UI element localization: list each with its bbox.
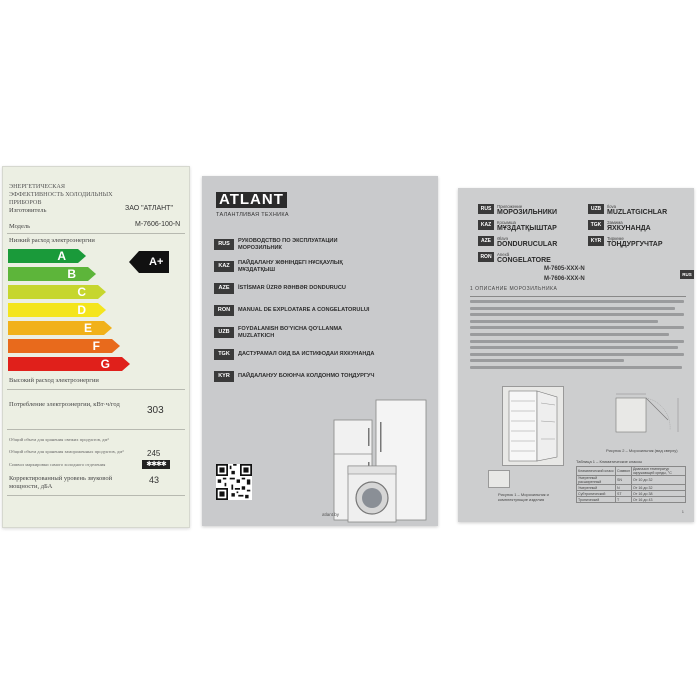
volume-frozen-value: 245 — [147, 449, 161, 458]
table-cell: N — [616, 485, 632, 491]
table-row — [577, 497, 686, 503]
model-number: M-7605-XXX-N — [544, 266, 585, 272]
table-row — [577, 476, 686, 485]
manufacturer-value: ЗАО "АТЛАНТ" — [125, 205, 173, 212]
class-bar-a: A — [8, 249, 78, 263]
cover-language-row — [214, 238, 378, 251]
star-symbol-note: Символ маркировки самого холодного отделения — [9, 462, 106, 467]
language-code: TGK — [588, 220, 604, 230]
model-value: М-7606-100-N — [135, 221, 181, 228]
language-code: RUS — [214, 239, 234, 250]
language-big-text: CONGELATORE — [497, 257, 551, 264]
language-code: KAZ — [478, 220, 494, 230]
table-cell: Умеренный расширенный — [577, 476, 616, 485]
table-cell: ST — [616, 491, 632, 497]
class-bar-e: E — [8, 321, 104, 335]
figure-accessory — [488, 470, 510, 488]
manual-page — [458, 188, 694, 522]
language-big-text: ЯХКУНАНДА — [607, 225, 651, 232]
language-code: KAZ — [214, 261, 234, 272]
noise-label: Корректированный уровень звуковой мощности, дБА — [9, 475, 113, 490]
table-cell: Умеренный — [577, 485, 616, 491]
language-code: RUS — [478, 204, 494, 214]
page-language-row — [588, 236, 663, 246]
table-cell: От 16 до 32 — [631, 485, 685, 491]
low-consumption-text: Низкий расход электроэнергии — [9, 237, 95, 244]
language-small-text: Ilova — [607, 204, 617, 209]
class-bar-c: C — [8, 285, 98, 299]
consumption-value: 303 — [147, 405, 164, 416]
table-cell: От 10 до 32 — [631, 476, 685, 485]
cover-language-row — [214, 326, 378, 339]
language-small-text: Қосымша — [497, 220, 516, 225]
table-cell: SN — [616, 476, 632, 485]
figure-caption: Рисунок 1 – Морозильник и комплектующие изделия — [498, 492, 549, 502]
energy-rating-badge: A+ — [139, 251, 169, 273]
language-code: AZE — [214, 283, 234, 294]
language-small-text: Приложение — [497, 204, 523, 209]
section-title: 1 ОПИСАНИЕ МОРОЗИЛЬНИКА — [470, 286, 558, 292]
cover-language-row — [214, 260, 378, 273]
language-title: İSTİSMAR ÜZRƏ RƏHBƏR DONDURUCU — [238, 285, 346, 292]
table-cell: Климатический класс — [577, 467, 616, 476]
energy-label-header: ЭНЕРГЕТИЧЕСКАЯ ЭФФЕКТИВНОСТЬ ХОЛОДИЛЬНЫХ ПРИБОРОВ — [9, 183, 113, 206]
language-code: UZB — [588, 204, 604, 214]
language-big-text: МҰЗДАТҚЫШТАР — [497, 225, 557, 232]
divider — [7, 389, 185, 390]
language-small-text: Anexă — [497, 252, 510, 257]
star-rating-icon: ✱✱✱✱ — [142, 460, 170, 469]
language-title: FOYDALANISH BO'YICHA QO'LLANMA MUZLATKICH — [238, 326, 342, 339]
language-code: RON — [478, 252, 494, 262]
table-cell: Символ — [616, 467, 632, 476]
page-language-row — [478, 220, 557, 230]
table-cell: От 16 до 38 — [631, 491, 685, 497]
language-code: UZB — [214, 327, 234, 338]
language-title: ПАЙДАЛАНУУ БОЮНЧА КОЛДОНМО ТОҢДУРГУЧ — [238, 373, 375, 380]
language-title: ПАЙДАЛАНУ ЖӨНІНДЕГІ НҰСҚАУЛЫҚ МҰЗДАТҚЫШ — [238, 260, 343, 273]
language-small-text: Əlavə — [497, 236, 509, 241]
language-small-text: Замима — [607, 220, 623, 225]
figure-caption: Рисунок 2 – Морозильник (вид сверху) — [606, 448, 678, 453]
qr-code-icon — [216, 464, 252, 500]
language-code: RON — [214, 305, 234, 316]
page-language-row — [478, 204, 557, 214]
language-big-text: ТОҢДУРГУЧТАР — [607, 241, 663, 248]
language-big-text: DONDURUCULAR — [497, 241, 558, 248]
model-label: Модель — [9, 223, 31, 230]
divider — [470, 296, 686, 297]
climate-class-table — [576, 466, 686, 503]
language-code: KYR — [588, 236, 604, 246]
model-number: M-7606-XXX-N — [544, 276, 585, 282]
class-bar-b: B — [8, 267, 88, 281]
page-language-row — [478, 252, 551, 262]
cover-language-row — [214, 282, 378, 295]
website-text: atlant.by — [322, 512, 340, 517]
table-caption: Таблица 1 – Климатические классы — [576, 459, 643, 464]
page-language-row — [588, 220, 651, 230]
high-consumption-text: Высокий расход электроэнергии — [9, 377, 99, 384]
class-bar-g: G — [8, 357, 122, 371]
language-code: AZE — [478, 236, 494, 246]
figure-top-view — [606, 390, 686, 444]
table-row — [577, 467, 686, 476]
language-title: ДАСТУРАМАЛ ОИД БА ИСТИФОДАИ ЯХКУНАНДА — [238, 351, 375, 358]
manual-cover — [202, 176, 438, 526]
brand-tagline: ТАЛАНТЛИВАЯ ТЕХНИКА — [216, 212, 289, 218]
table-cell: T — [616, 497, 632, 503]
language-tab: RUS — [680, 270, 694, 279]
page-language-row — [478, 236, 557, 246]
divider — [7, 495, 185, 496]
volume-fresh-note: Общий объем для хранения свежих продуктов, дм³ — [9, 437, 109, 442]
language-title: РУКОВОДСТВО ПО ЭКСПЛУАТАЦИИ МОРОЗИЛЬНИК — [238, 238, 338, 251]
language-title: MANUAL DE EXPLOATARE A CONGELATORULUI — [238, 307, 370, 314]
cover-language-row — [214, 304, 378, 317]
cover-language-row — [214, 348, 378, 361]
language-code: KYR — [214, 371, 234, 382]
language-big-text: МОРОЗИЛЬНИКИ — [497, 209, 558, 216]
class-bar-f: F — [8, 339, 112, 353]
table-cell: Субтропический — [577, 491, 616, 497]
page-number: 1 — [681, 509, 684, 514]
figure-freezer-open — [502, 386, 564, 466]
divider — [7, 233, 185, 234]
language-code: TGK — [214, 349, 234, 360]
divider — [7, 429, 185, 430]
body-text-block — [470, 300, 684, 380]
energy-label-card — [2, 166, 190, 528]
cover-language-row — [214, 370, 378, 383]
language-small-text: Тиркеме — [607, 236, 624, 241]
table-cell: Диапазон температур окружающей среды, °С — [631, 467, 685, 476]
consumption-label: Потребление электроэнергии, кВт·ч/год — [9, 401, 120, 408]
page-language-row — [588, 204, 667, 214]
language-big-text: MUZLATGICHLAR — [607, 209, 668, 216]
table-cell: Тропический — [577, 497, 616, 503]
class-bar-d: D — [8, 303, 98, 317]
table-cell: От 16 до 43 — [631, 497, 685, 503]
volume-frozen-note: Общий объем для хранения замороженных продуктов, дм³ — [9, 449, 124, 454]
noise-value: 43 — [149, 475, 160, 485]
atlant-logo: ATLANT — [216, 192, 287, 208]
appliances-illustration — [328, 392, 436, 524]
manufacturer-label: Изготовитель — [9, 207, 47, 214]
